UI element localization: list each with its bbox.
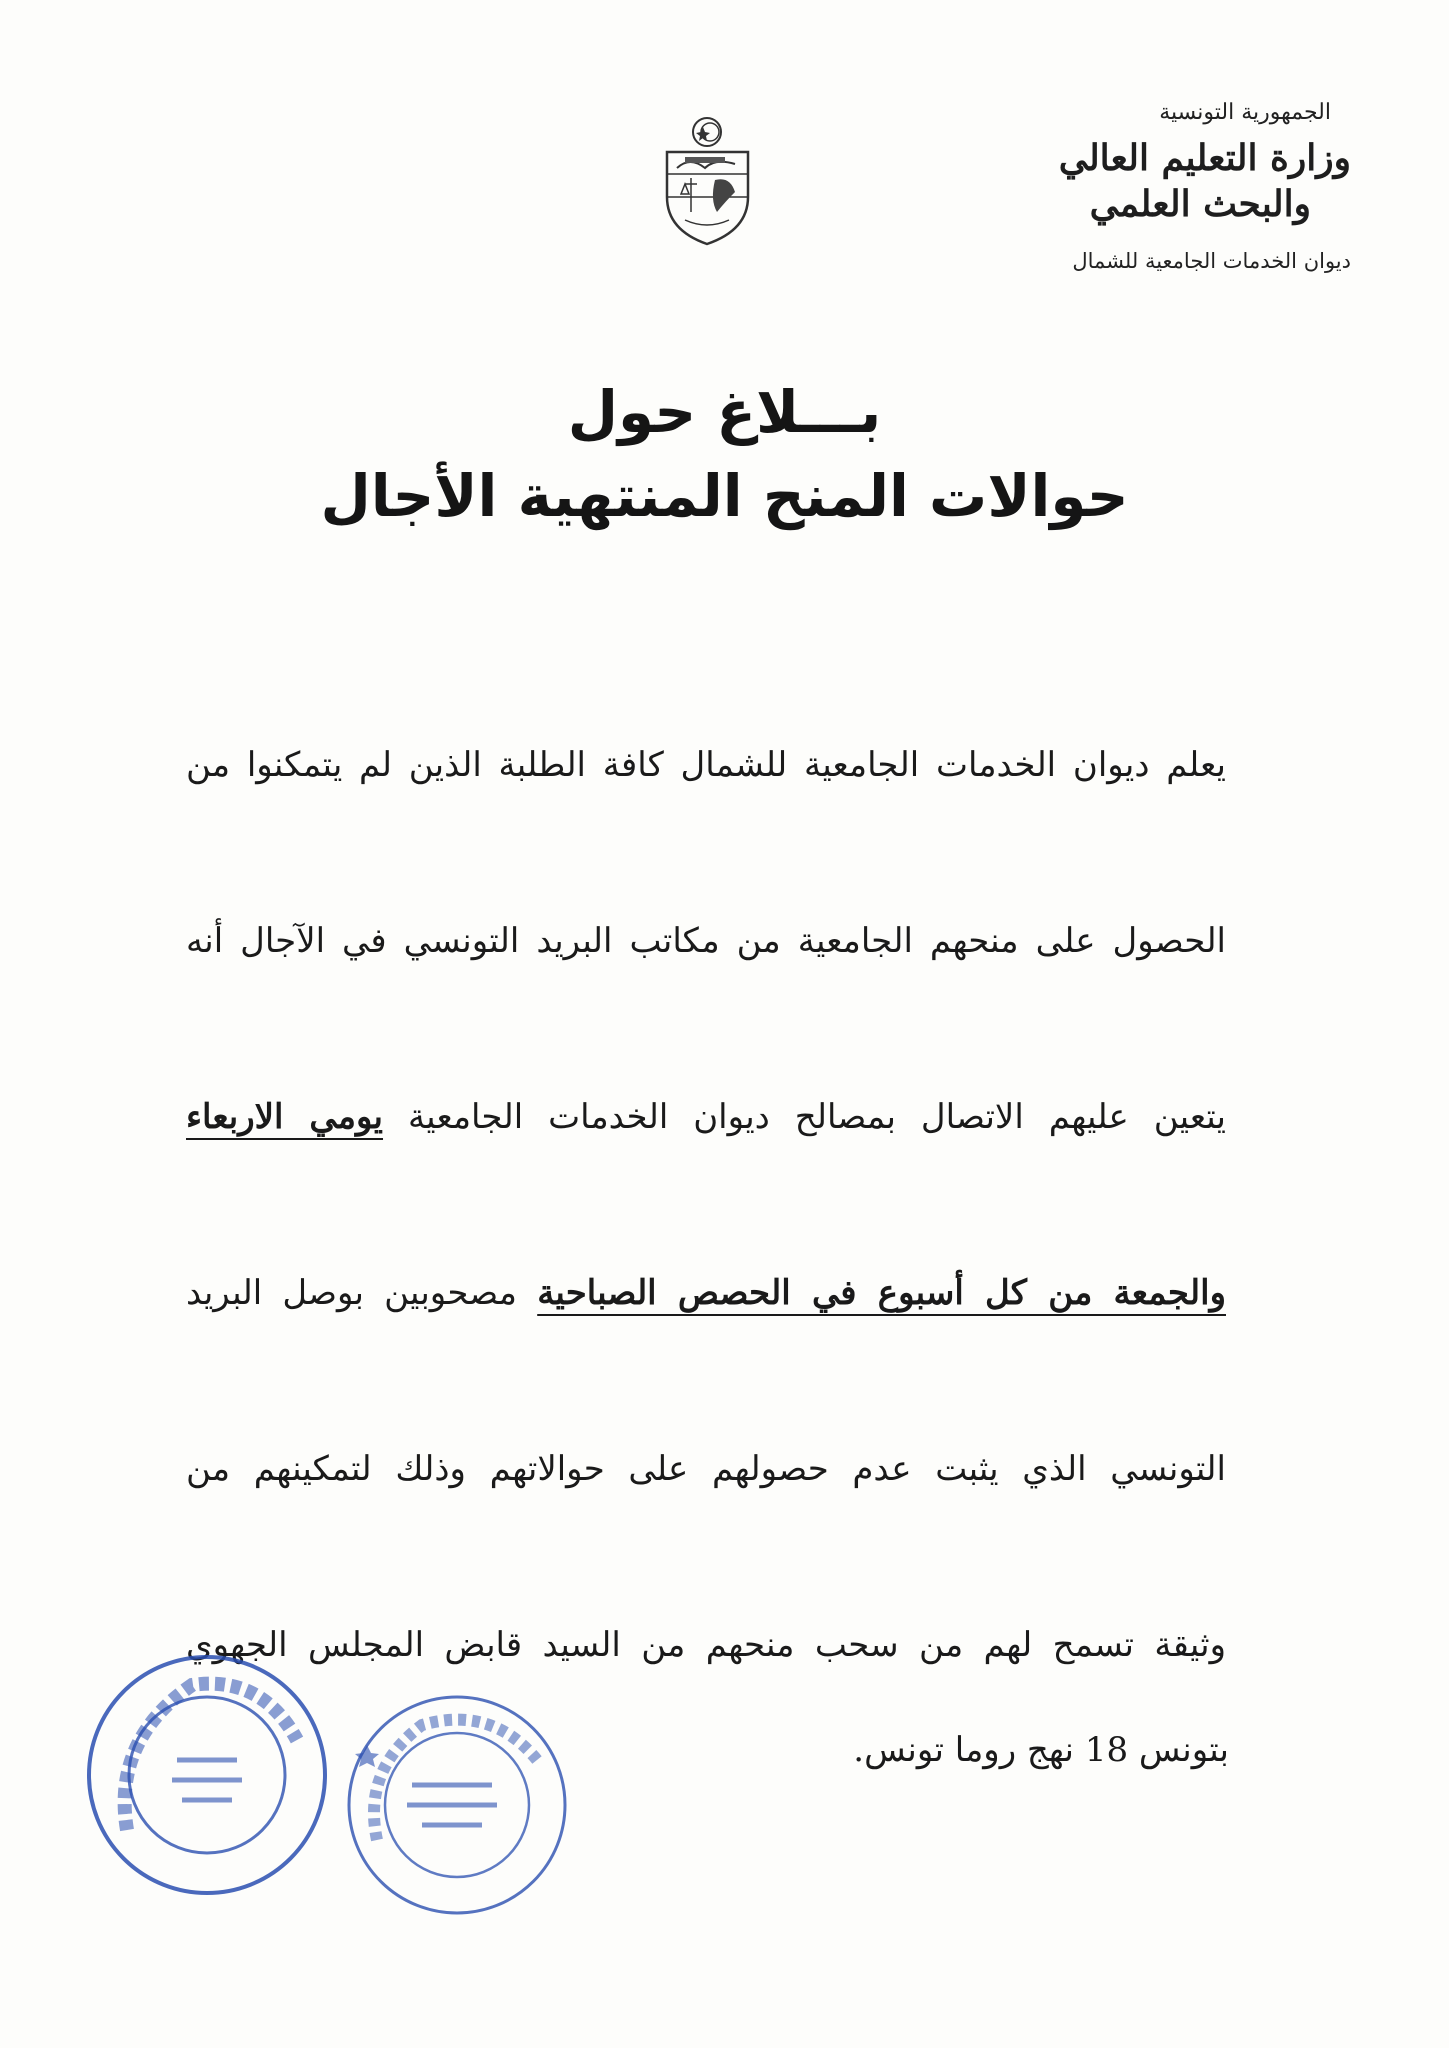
body-line-4-text: مصحوبين بوصل البريد <box>186 1273 517 1313</box>
body-line-1: يعلم ديوان الخدمات الجامعية للشمال كافة الطلبة الذين لم يتمكنوا من <box>186 745 1226 785</box>
ministry-name <box>971 135 1351 227</box>
official-stamp-1 <box>82 1650 332 1900</box>
letterhead <box>971 100 1351 273</box>
body-line-3-text: يتعين عليهم الاتصال بمصالح ديوان الخدمات الجامعية <box>407 1097 1226 1137</box>
republic-name: الجمهورية التونسية <box>1159 100 1331 125</box>
coat-of-arms-icon <box>655 112 760 247</box>
office-name: ديوان الخدمات الجامعية للشمال <box>1072 249 1351 273</box>
official-stamp-2 <box>342 1690 572 1920</box>
underlined-days: يومي الاربعاء <box>186 1097 384 1137</box>
body-line-6: وثيقة تسمح لهم من سحب منحهم من السيد قابض المجلس الجهوي <box>186 1625 1226 1665</box>
body-line-4 <box>186 1243 1226 1419</box>
body-line-5: التونسي الذي يثبت عدم حصولهم على حوالاتهم وذلك لتمكينهم من <box>186 1449 1226 1489</box>
title-line-1: بـــلاغ حول <box>567 378 882 446</box>
underlined-schedule: والجمعة من كل أسبوع في الحصص الصباحية <box>537 1273 1226 1313</box>
body-line-3 <box>186 1067 1226 1243</box>
body-line-2: الحصول على منحهم الجامعية من مكاتب البريد التونسي في الآجال أنه <box>186 921 1226 961</box>
ministry-line-2: والبحث العلمي <box>1089 183 1311 225</box>
notice-title <box>0 370 1449 538</box>
ministry-line-1: وزارة التعليم العالي <box>1058 137 1351 179</box>
notice-body <box>186 715 1226 1771</box>
title-line-2: حوالات المنح المنتهية الأجال <box>320 462 1129 530</box>
closing-address: بتونس 18 نهج روما تونس. <box>853 1730 1229 1770</box>
